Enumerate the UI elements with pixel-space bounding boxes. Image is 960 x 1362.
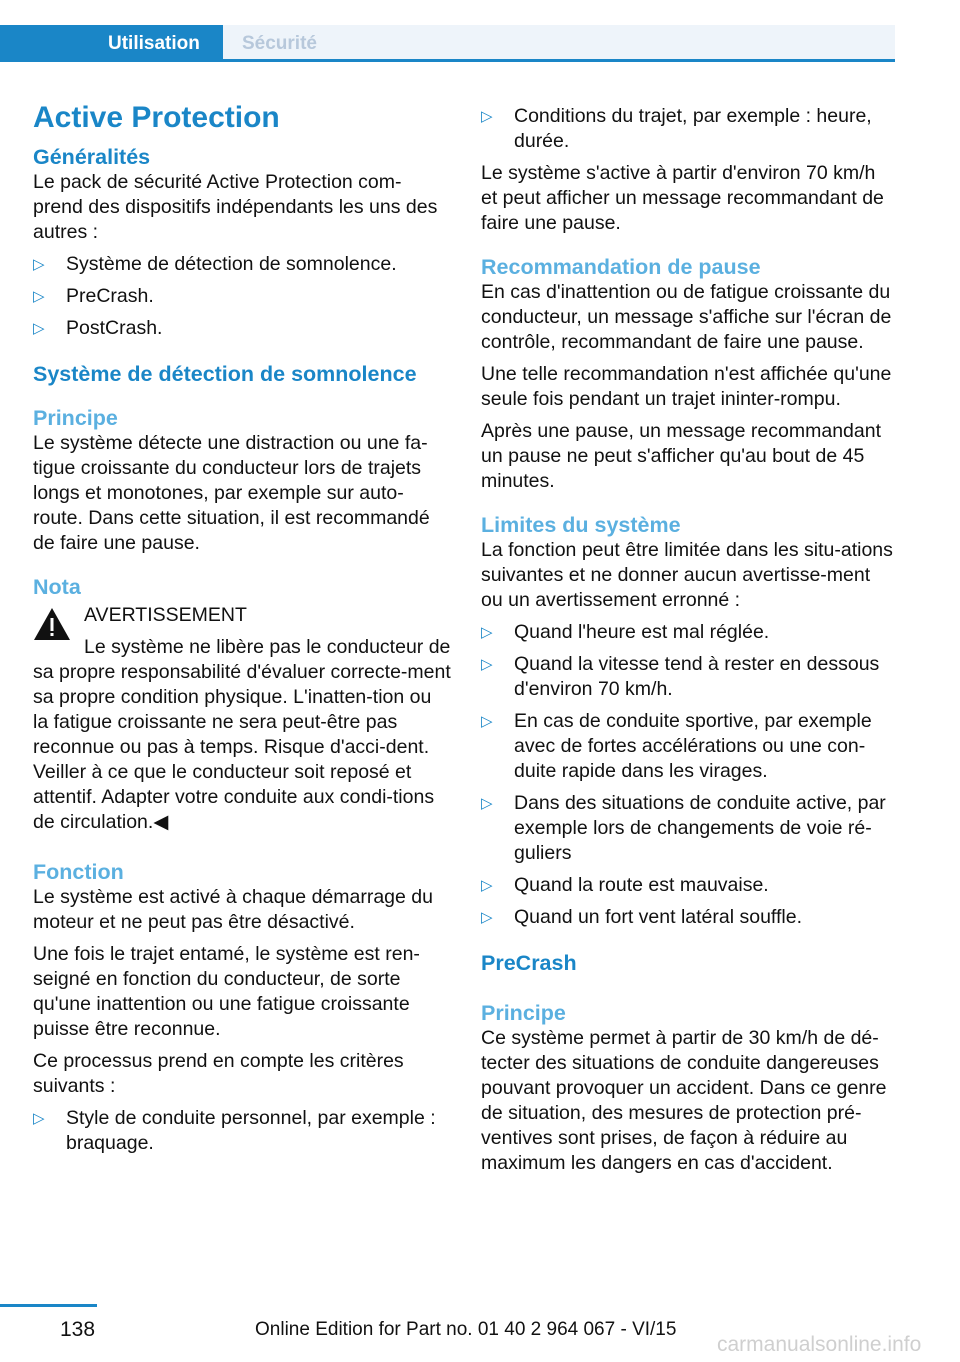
triangle-right-icon: ▷: [481, 877, 493, 894]
list-item: ▷ En cas de conduite sportive, par exemple avec de fortes accélérations ou une con-duite rapide dans les virages.: [481, 710, 872, 782]
fonction-text-3: Ce processus prend en compte les critères suivants :: [33, 1050, 404, 1097]
generalites-list: [33, 252, 451, 341]
triangle-right-icon: ▷: [33, 320, 45, 337]
page-number: 138: [60, 1318, 96, 1341]
criteria-list-continued: [481, 104, 897, 154]
list-item: ▷ Quand la route est mauvaise.: [481, 874, 769, 896]
list-item: ▷ Dans des situations de conduite active, par exemple lors de changements de voie ré-guliers: [481, 792, 886, 864]
heading-recommandation-pause: Recommandation de pause: [481, 255, 761, 279]
tab-utilisation[interactable]: Utilisation: [0, 25, 223, 62]
heading-fonction: Fonction: [33, 860, 124, 884]
heading-limites: Limites du système: [481, 513, 681, 537]
header-tabs: [0, 0, 895, 62]
list-item: ▷ Système de détection de somnolence.: [33, 253, 397, 275]
page-title: Active Protection: [33, 101, 280, 134]
criteria-list: [33, 1106, 451, 1156]
triangle-right-icon: ▷: [481, 656, 493, 673]
triangle-right-icon: ▷: [481, 108, 493, 125]
triangle-right-icon: ▷: [33, 256, 45, 273]
triangle-right-icon: ▷: [481, 795, 493, 812]
left-column: [33, 98, 451, 1163]
list-item: ▷ PreCrash.: [33, 285, 154, 307]
list-item: ▷ Conditions du trajet, par exemple : heure, durée.: [481, 105, 872, 152]
precrash-principe-text: Ce système permet à partir de 30 km/h de dé-tecter des situations de conduite dangereuses pouvant provoquer un accident. Dans ce genre de situation, des mesures de protection pré-ventives sont prises, de façon à réduire au maximum les dangers en cas d'accident.: [481, 1027, 887, 1174]
list-item: ▷ PostCrash.: [33, 317, 163, 339]
heading-generalites: Généralités: [33, 145, 151, 169]
warning-text: Le système ne libère pas le conducteur de sa propre responsabilité d'évaluer correcte-ment sa propre condition physique. L'inatten-tion ou la fatigue croissante ne sera peut-être pas reconnue ou pas à temps. Risque d'acci-dent. Veiller à ce que le conducteur soit reposé et attentif. Adapter votre conduite aux condi-tions de circulation.◀: [33, 636, 451, 833]
triangle-right-icon: ▷: [481, 909, 493, 926]
footer-divider: [0, 1304, 97, 1307]
principe-text: Le système détecte une distraction ou une fa-tigue croissante du conducteur lors de trajets longs et monotones, par exemple sur auto-route. Dans cette situation, il est recommandé de faire une pause.: [33, 432, 430, 554]
triangle-right-icon: ▷: [33, 288, 45, 305]
list-item: ▷ Quand la vitesse tend à rester en dessous d'environ 70 km/h.: [481, 653, 880, 700]
heading-principe: Principe: [33, 406, 118, 430]
watermark: carmanualsonline.info: [717, 1333, 922, 1356]
list-item: ▷ Quand l'heure est mal réglée.: [481, 621, 770, 643]
right-column: [481, 104, 897, 1183]
warning-triangle-icon: [33, 607, 71, 641]
edition-text: Online Edition for Part no. 01 40 2 964 067 - VI/15: [255, 1319, 677, 1340]
tab-underline: [223, 59, 895, 62]
heading-precrash: PreCrash: [481, 951, 577, 975]
limites-text: La fonction peut être limitée dans les situ-ations suivantes et ne donner aucun avertisse-ment ou un avertissement erronné :: [481, 539, 893, 611]
pause-text-2: Une telle recommandation n'est affichée qu'une seule fois pendant un trajet ininter-rompu.: [481, 363, 892, 410]
warning-block: [33, 603, 451, 835]
fonction-text-2: Une fois le trajet entamé, le système est ren-seigné en fonction du conducteur, de sorte qu'une inattention ou une fatigue croissante puisse être reconnue.: [33, 943, 420, 1040]
heading-precrash-principe: Principe: [481, 1001, 566, 1025]
pause-text-3: Après une pause, un message recommandant un pause ne peut s'afficher qu'au bout de 45 minutes.: [481, 420, 881, 492]
fonction-text-1: Le système est activé à chaque démarrage du moteur et ne peut pas être désactivé.: [33, 886, 433, 933]
pause-text-1: En cas d'inattention ou de fatigue croissante du conducteur, un message s'affiche sur l'écran de contrôle, recommandant de faire une pause.: [481, 281, 892, 353]
triangle-right-icon: ▷: [481, 624, 493, 641]
triangle-right-icon: ▷: [33, 1110, 45, 1127]
limites-list: [481, 620, 897, 930]
tab-securite[interactable]: Sécurité: [223, 25, 895, 62]
list-item: ▷ Style de conduite personnel, par exemple : braquage.: [33, 1107, 436, 1154]
warning-title: AVERTISSEMENT: [84, 604, 247, 626]
triangle-right-icon: ▷: [481, 713, 493, 730]
heading-somnolence: Système de détection de somnolence: [33, 362, 417, 386]
activation-text: Le système s'active à partir d'environ 70 km/h et peut afficher un message recommandant de faire une pause.: [481, 162, 884, 234]
list-item: ▷ Quand un fort vent latéral souffle.: [481, 906, 802, 928]
generalites-text: Le pack de sécurité Active Protection com-prend des dispositifs indépendants les uns des autres :: [33, 171, 438, 243]
heading-nota: Nota: [33, 575, 81, 599]
